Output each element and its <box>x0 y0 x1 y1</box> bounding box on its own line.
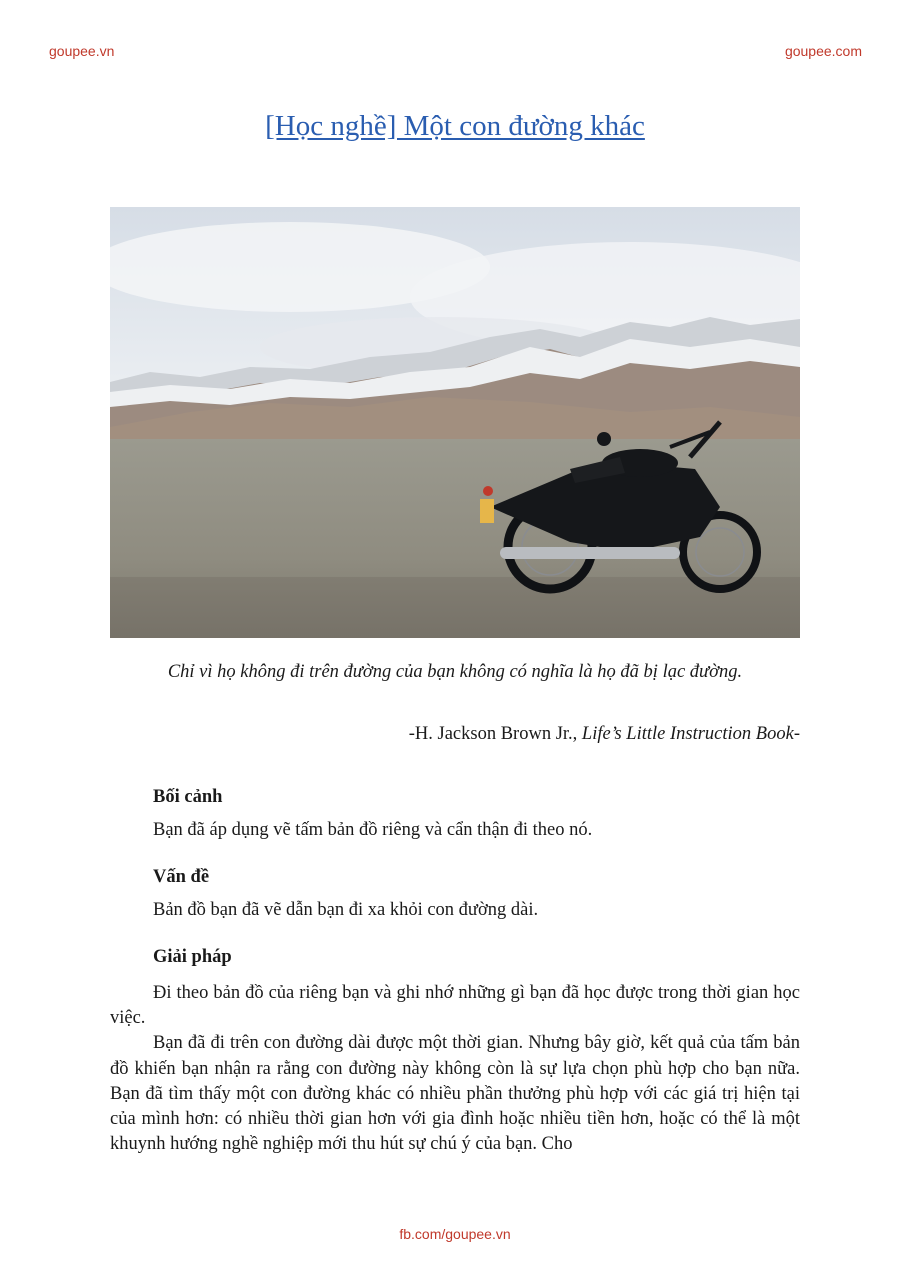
epigraph-quote: Chỉ vì họ không đi trên đường của bạn không có nghĩa là họ đã bị lạc đường. <box>167 662 743 682</box>
attribution-suffix: - <box>793 724 800 744</box>
header-site-right[interactable]: goupee.com <box>784 43 862 59</box>
attribution-book: Life’s Little Instruction Book <box>581 724 794 744</box>
solution-paragraph: Bạn đã đi trên con đường dài được một thời gian. Nhưng bây giờ, kết quả của tấm bản đồ khiến bạn nhận ra rằng con đường này không còn là sự lựa chọn phù hợp cho bạn nữa. Bạn đã tìm thấy một con đường khác có nhiều phần thưởng phù hợp với các giá trị hiện tại của mình hơn: có nhiều thời gian hơn với gia đình hoặc nhiều tiền hơn, hoặc có thể là một khuynh hướng nghề nghiệp mới thu hút sự chú ý của bạn. Cho <box>110 1033 800 1155</box>
section-heading-problem: Vấn đề <box>153 867 210 887</box>
section-text-context: Bạn đã áp dụng vẽ tấm bản đồ riêng và cẩn thận đi theo nó. <box>153 820 593 840</box>
header-site-left[interactable]: goupee.vn <box>49 43 115 59</box>
motorcycle-mountain-photo <box>110 207 800 638</box>
section-heading-solution: Giải pháp <box>153 947 232 967</box>
section-heading-context: Bối cảnh <box>153 787 223 807</box>
attribution-author: -H. Jackson Brown Jr., <box>408 724 582 744</box>
footer-link[interactable]: fb.com/goupee.vn <box>399 1226 511 1242</box>
page-title[interactable]: [Học nghề] Một con đường khác <box>265 110 645 142</box>
solution-body <box>110 981 800 1157</box>
section-text-problem: Bản đồ bạn đã vẽ dẫn bạn đi xa khỏi con đường dài. <box>153 900 539 920</box>
solution-paragraph: Đi theo bản đồ của riêng bạn và ghi nhớ những gì bạn đã học được trong thời gian học việc. <box>110 983 800 1029</box>
quote-attribution <box>409 724 800 745</box>
